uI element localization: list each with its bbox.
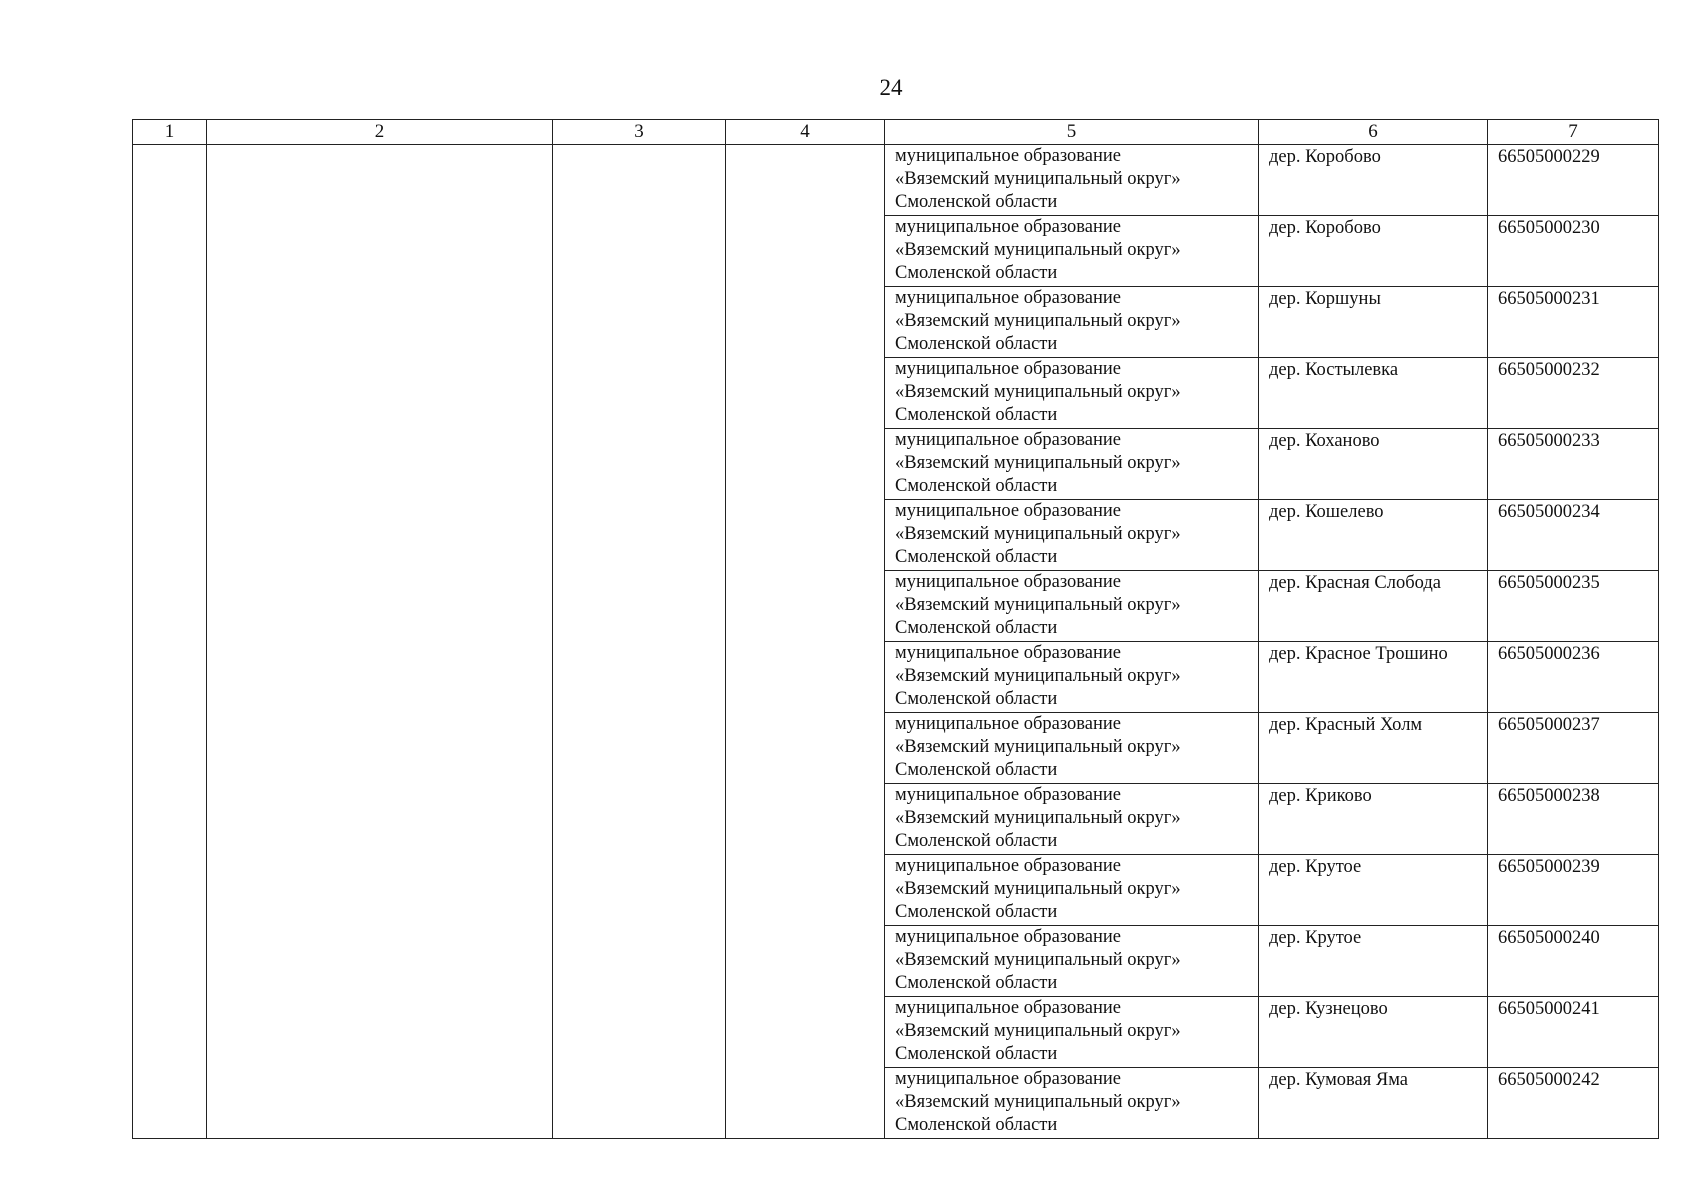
municipality-cell (885, 145, 1259, 216)
table-body (133, 145, 1659, 1139)
column-header: 7 (1488, 120, 1659, 145)
column-header: 3 (553, 120, 726, 145)
municipality-cell (885, 642, 1259, 713)
column-header: 5 (885, 120, 1259, 145)
oktmo-code-cell: 66505000239 (1488, 855, 1659, 926)
municipality-cell (885, 571, 1259, 642)
settlement-name-cell: дер. Коханово (1259, 429, 1488, 500)
table-row (133, 145, 1659, 216)
municipality-line: Смоленской области (895, 547, 1058, 567)
settlements-table (132, 119, 1659, 1139)
municipality-line: Смоленской области (895, 1044, 1058, 1064)
municipality-cell (885, 429, 1259, 500)
settlement-name-cell: дер. Кузнецово (1259, 997, 1488, 1068)
column-header: 4 (726, 120, 885, 145)
oktmo-code-cell: 66505000240 (1488, 926, 1659, 997)
municipality-line: «Вяземский муниципальный округ» (895, 666, 1181, 686)
settlement-name-cell: дер. Коробово (1259, 145, 1488, 216)
municipality-line: «Вяземский муниципальный округ» (895, 1092, 1181, 1112)
municipality-line: муниципальное образование (895, 430, 1122, 450)
oktmo-code-cell: 66505000231 (1488, 287, 1659, 358)
municipality-cell (885, 997, 1259, 1068)
settlement-name-cell: дер. Крутое (1259, 926, 1488, 997)
municipality-line: муниципальное образование (895, 856, 1122, 876)
municipality-line: Смоленской области (895, 689, 1058, 709)
municipality-line: «Вяземский муниципальный округ» (895, 382, 1181, 402)
municipality-line: муниципальное образование (895, 714, 1122, 734)
settlement-name-cell: дер. Красная Слобода (1259, 571, 1488, 642)
municipality-line: Смоленской области (895, 405, 1058, 425)
municipality-line: Смоленской области (895, 476, 1058, 496)
settlement-name-cell: дер. Криково (1259, 784, 1488, 855)
oktmo-code-cell: 66505000238 (1488, 784, 1659, 855)
municipality-line: «Вяземский муниципальный округ» (895, 737, 1181, 757)
settlement-name-cell: дер. Красный Холм (1259, 713, 1488, 784)
settlement-name-cell: дер. Коробово (1259, 216, 1488, 287)
municipality-line: муниципальное образование (895, 643, 1122, 663)
municipality-line: Смоленской области (895, 334, 1058, 354)
municipality-cell (885, 287, 1259, 358)
settlement-name-cell: дер. Кошелево (1259, 500, 1488, 571)
municipality-line: муниципальное образование (895, 217, 1122, 237)
empty-merged-cell-col-3 (553, 145, 726, 1139)
municipality-cell (885, 926, 1259, 997)
oktmo-code-cell: 66505000242 (1488, 1068, 1659, 1139)
oktmo-code-cell: 66505000230 (1488, 216, 1659, 287)
oktmo-code-cell: 66505000237 (1488, 713, 1659, 784)
municipality-cell (885, 1068, 1259, 1139)
settlement-name-cell: дер. Коршуны (1259, 287, 1488, 358)
municipality-line: муниципальное образование (895, 146, 1122, 166)
column-header: 6 (1259, 120, 1488, 145)
municipality-line: Смоленской области (895, 831, 1058, 851)
municipality-line: «Вяземский муниципальный округ» (895, 453, 1181, 473)
municipality-line: Смоленской области (895, 618, 1058, 638)
municipality-line: «Вяземский муниципальный округ» (895, 879, 1181, 899)
empty-merged-cell-col-2 (207, 145, 553, 1139)
municipality-line: Смоленской области (895, 760, 1058, 780)
municipality-line: муниципальное образование (895, 288, 1122, 308)
municipality-line: «Вяземский муниципальный округ» (895, 595, 1181, 615)
oktmo-code-cell: 66505000232 (1488, 358, 1659, 429)
municipality-cell (885, 713, 1259, 784)
oktmo-code-cell: 66505000233 (1488, 429, 1659, 500)
empty-merged-cell-col-1 (133, 145, 207, 1139)
municipality-line: «Вяземский муниципальный округ» (895, 808, 1181, 828)
municipality-line: Смоленской области (895, 973, 1058, 993)
municipality-line: муниципальное образование (895, 359, 1122, 379)
municipality-line: Смоленской области (895, 902, 1058, 922)
municipality-line: муниципальное образование (895, 1069, 1122, 1089)
municipality-line: «Вяземский муниципальный округ» (895, 311, 1181, 331)
municipality-line: муниципальное образование (895, 501, 1122, 521)
municipality-line: Смоленской области (895, 1115, 1058, 1135)
oktmo-code-cell: 66505000241 (1488, 997, 1659, 1068)
oktmo-code-cell: 66505000229 (1488, 145, 1659, 216)
oktmo-code-cell: 66505000235 (1488, 571, 1659, 642)
settlement-name-cell: дер. Крутое (1259, 855, 1488, 926)
municipality-line: муниципальное образование (895, 927, 1122, 947)
oktmo-code-cell: 66505000236 (1488, 642, 1659, 713)
settlement-name-cell: дер. Красное Трошино (1259, 642, 1488, 713)
municipality-line: «Вяземский муниципальный округ» (895, 169, 1181, 189)
settlement-name-cell: дер. Кумовая Яма (1259, 1068, 1488, 1139)
municipality-line: муниципальное образование (895, 785, 1122, 805)
municipality-line: «Вяземский муниципальный округ» (895, 1021, 1181, 1041)
municipality-cell (885, 784, 1259, 855)
settlement-name-cell: дер. Костылевка (1259, 358, 1488, 429)
oktmo-code-cell: 66505000234 (1488, 500, 1659, 571)
municipality-cell (885, 500, 1259, 571)
municipality-line: Смоленской области (895, 263, 1058, 283)
empty-merged-cell-col-4 (726, 145, 885, 1139)
municipality-cell (885, 855, 1259, 926)
municipality-line: «Вяземский муниципальный округ» (895, 240, 1181, 260)
municipality-line: «Вяземский муниципальный округ» (895, 524, 1181, 544)
municipality-cell (885, 358, 1259, 429)
page-number: 24 (879, 75, 903, 100)
column-header: 2 (207, 120, 553, 145)
municipality-line: Смоленской области (895, 192, 1058, 212)
header-row (133, 120, 1659, 145)
municipality-line: муниципальное образование (895, 998, 1122, 1018)
municipality-line: муниципальное образование (895, 572, 1122, 592)
municipality-cell (885, 216, 1259, 287)
column-header: 1 (133, 120, 207, 145)
municipality-line: «Вяземский муниципальный округ» (895, 950, 1181, 970)
